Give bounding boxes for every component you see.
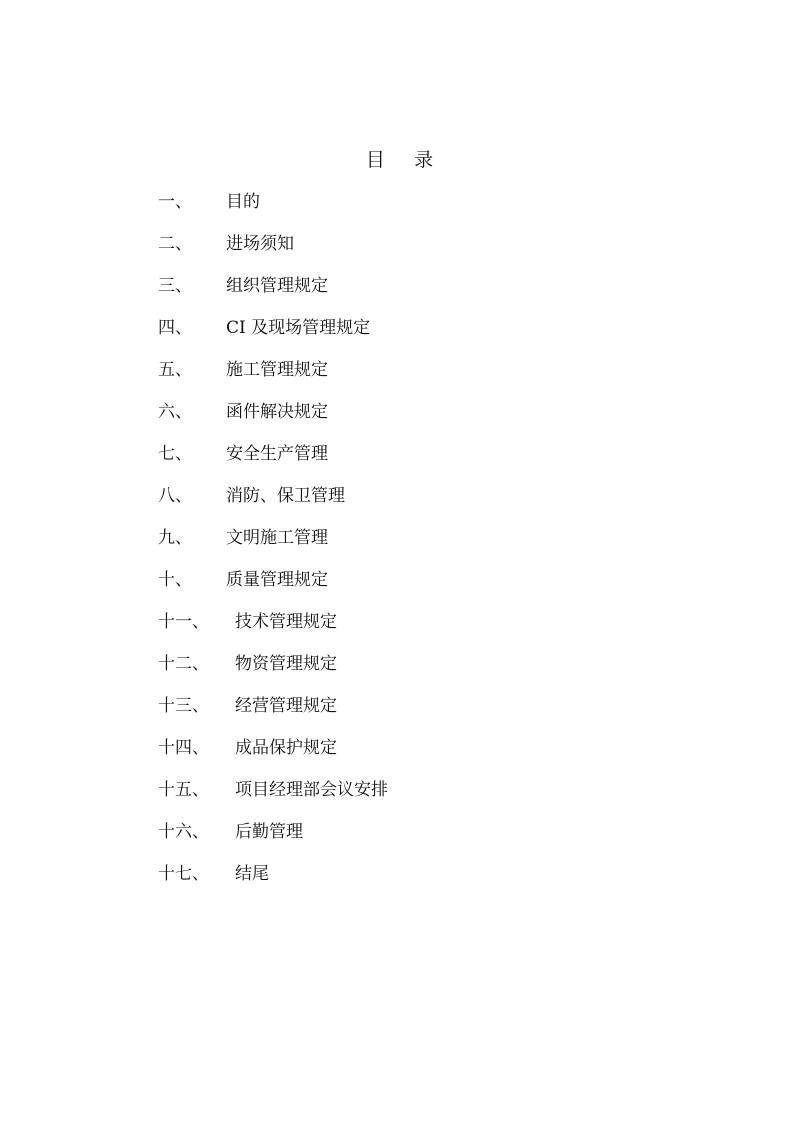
toc-item-label: 目的: [226, 192, 260, 212]
toc-item-label: 技术管理规定: [235, 612, 337, 632]
toc-item: [158, 274, 678, 316]
toc-item: [158, 652, 678, 694]
toc-item-number: 一、: [158, 192, 192, 212]
toc-item: [158, 610, 678, 652]
toc-item-label: 结尾: [235, 864, 269, 884]
toc-item-label: 项目经理部会议安排: [235, 780, 388, 800]
toc-item: [158, 568, 678, 610]
toc-list: [158, 190, 678, 904]
toc-item-label: 进场须知: [226, 234, 294, 254]
toc-item-label: 文明施工管理: [226, 528, 328, 548]
toc-item: [158, 862, 678, 904]
toc-item-label: 安全生产管理: [226, 444, 328, 464]
toc-item-number: 二、: [158, 234, 192, 254]
toc-item-number: 七、: [158, 444, 192, 464]
toc-item: [158, 190, 678, 232]
toc-item: [158, 358, 678, 400]
toc-item-label: 函件解决规定: [226, 402, 328, 422]
toc-item: [158, 232, 678, 274]
toc-item-number: 十五、: [158, 780, 209, 800]
toc-title: 目 录: [365, 149, 435, 171]
toc-item-label: 消防、保卫管理: [226, 486, 345, 506]
toc-item: [158, 442, 678, 484]
toc-item-number: 八、: [158, 486, 192, 506]
toc-item-number: 三、: [158, 276, 192, 296]
toc-item: [158, 316, 678, 358]
toc-item-label: 组织管理规定: [226, 276, 328, 296]
toc-item-number: 五、: [158, 360, 192, 380]
toc-item-number: 六、: [158, 402, 192, 422]
toc-item: [158, 484, 678, 526]
toc-item-number: 十七、: [158, 864, 209, 884]
toc-item: [158, 694, 678, 736]
toc-item: [158, 778, 678, 820]
toc-item-number: 十二、: [158, 654, 209, 674]
toc-item-label: 成品保护规定: [235, 738, 337, 758]
toc-item-label: 经营管理规定: [235, 696, 337, 716]
toc-item-number: 十六、: [158, 822, 209, 842]
toc-item-number: 十、: [158, 570, 192, 590]
toc-item: [158, 820, 678, 862]
toc-item-number: 十一、: [158, 612, 209, 632]
toc-item-label: 物资管理规定: [235, 654, 337, 674]
toc-item-label: 后勤管理: [235, 822, 303, 842]
toc-item-number: 四、: [158, 318, 192, 338]
toc-item: [158, 400, 678, 442]
toc-item-label: CI 及现场管理规定: [226, 318, 371, 338]
toc-item: [158, 736, 678, 778]
toc-item-number: 十三、: [158, 696, 209, 716]
toc-item: [158, 526, 678, 568]
toc-item-number: 九、: [158, 528, 192, 548]
toc-item-label: 质量管理规定: [226, 570, 328, 590]
toc-item-label: 施工管理规定: [226, 360, 328, 380]
toc-item-number: 十四、: [158, 738, 209, 758]
